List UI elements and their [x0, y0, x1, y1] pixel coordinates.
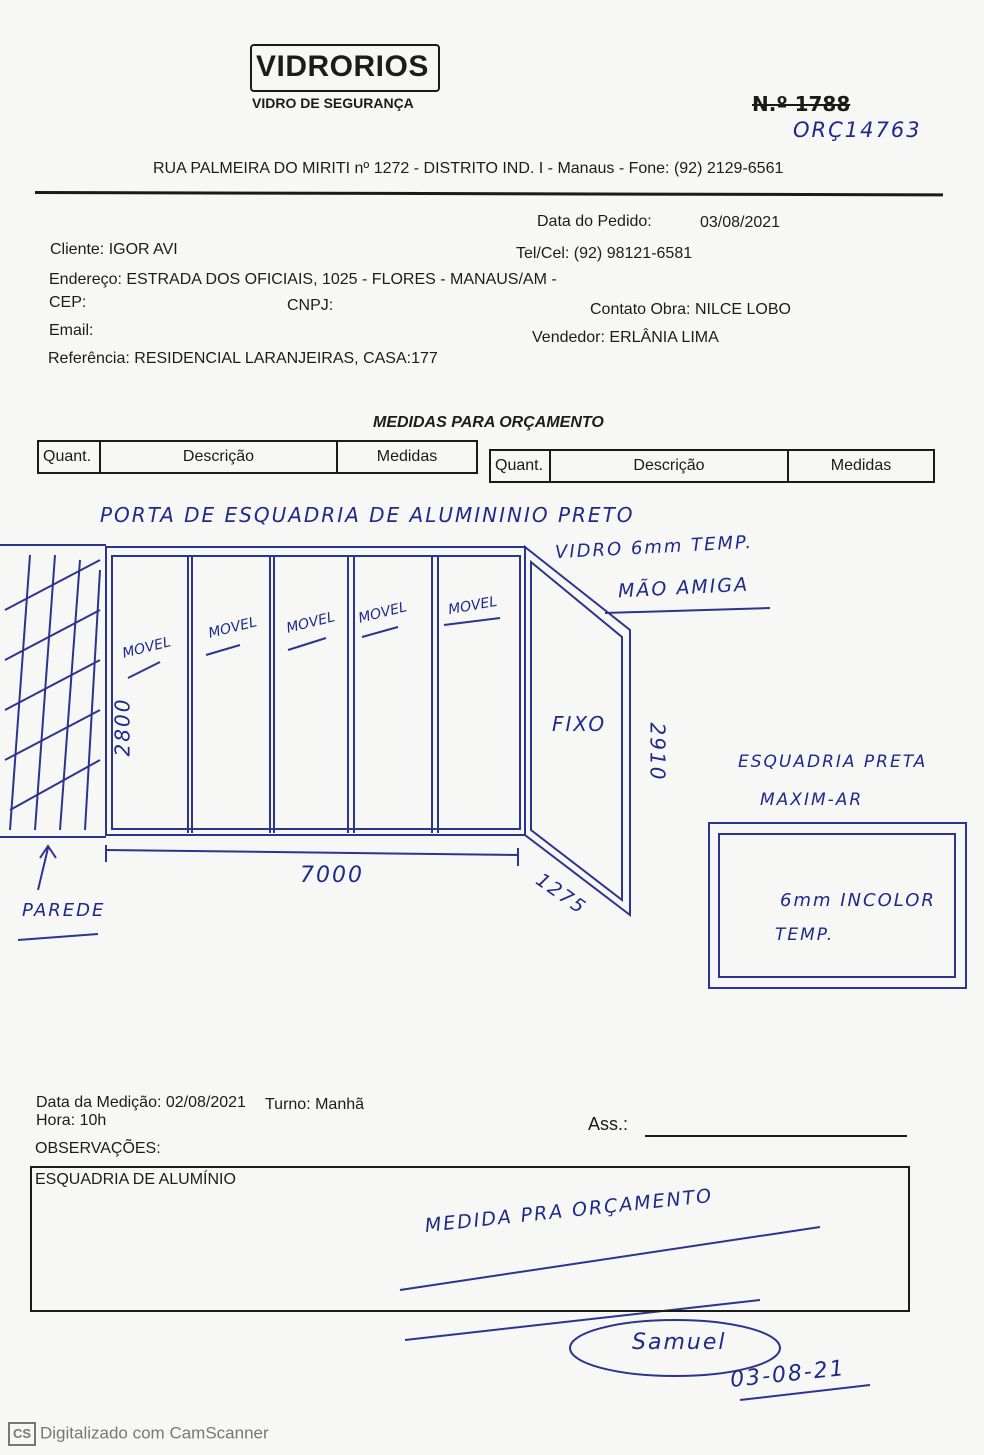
company-logo: VIDRORIOS	[256, 50, 429, 83]
camscanner-icon: CS	[8, 1422, 36, 1446]
panel-label-1: MOVEL	[120, 634, 173, 662]
company-tagline: VIDRO DE SEGURANÇA	[252, 95, 414, 111]
sketch-glass: VIDRO 6mm TEMP.	[554, 531, 754, 564]
scanner-text: Digitalizado com CamScanner	[40, 1423, 269, 1443]
window-temp: TEMP.	[775, 925, 835, 945]
company-address: RUA PALMEIRA DO MIRITI nº 1272 - DISTRITO IND. I - Manaus - Fone: (92) 2129-6561	[153, 160, 784, 177]
signature-date: 03-08-21	[729, 1356, 847, 1393]
observations-text: ESQUADRIA DE ALUMÍNIO	[35, 1171, 236, 1188]
door-frame	[106, 547, 525, 835]
client-field: Cliente: IGOR AVI	[50, 241, 178, 258]
measure-time: Hora: 10h	[36, 1112, 107, 1129]
address-field: Endereço: ESTRADA DOS OFICIAIS, 1025 - FLORES - MANAUS/AM -	[49, 271, 557, 288]
col-measures: Medidas	[830, 457, 892, 474]
col-description: Descrição	[551, 451, 789, 481]
signature: Samuel	[632, 1330, 727, 1355]
sketch-handle: MÃO AMIGA	[617, 573, 750, 603]
panel-label-4: MOVEL	[356, 599, 409, 627]
order-date-value: 03/08/2021	[700, 214, 781, 231]
handwritten-note: MEDIDA PRA ORÇAMENTO	[423, 1184, 715, 1237]
frame-note: ESQUADRIA PRETA	[738, 752, 928, 772]
side-width-label: 1275	[531, 868, 591, 920]
phone-field: Tel/Cel: (92) 98121-6581	[516, 245, 693, 262]
seller-field: Vendedor: ERLÂNIA LIMA	[532, 329, 719, 346]
sketch-description: PORTA DE ESQUADRIA DE ALUMININIO PRETO	[100, 503, 635, 527]
site-contact-field: Contato Obra: NILCE LOBO	[590, 301, 791, 318]
cep-field: CEP:	[49, 294, 87, 311]
signature-label: Ass.:	[588, 1114, 629, 1134]
col-quantity: Quant.	[491, 451, 551, 481]
col-measures: Medidas	[376, 448, 438, 465]
panel-label-3: MOVEL	[284, 609, 337, 637]
col-description: Descrição	[101, 442, 338, 472]
signature-line	[645, 1135, 907, 1137]
observations-label: OBSERVAÇÕES:	[35, 1140, 161, 1157]
window-model: MAXIM-AR	[760, 790, 864, 810]
cnpj-field: CNPJ:	[287, 297, 334, 314]
height-right-label: 2910	[645, 722, 670, 782]
measures-title: MEDIDAS PARA ORÇAMENTO	[373, 414, 604, 431]
measure-shift: Turno: Manhã	[265, 1096, 365, 1113]
form-number: N.º 1788	[752, 92, 851, 116]
col-quantity: Quant.	[39, 442, 101, 472]
reference-field: Referência: RESIDENCIAL LARANJEIRAS, CASA:177	[48, 350, 438, 367]
measure-date: Data da Medição: 02/08/2021	[36, 1094, 246, 1111]
width-dimension-line	[106, 850, 518, 855]
height-left-label: 2800	[110, 697, 135, 757]
scanner-watermark	[8, 1422, 269, 1446]
width-label: 7000	[300, 863, 364, 888]
email-field: Email:	[49, 322, 94, 339]
panel-label-2: MOVEL	[206, 614, 259, 642]
fixed-panel-label: FIXO	[552, 712, 607, 736]
window-glass: 6mm INCOLOR	[780, 890, 936, 911]
wall-label: PAREDE	[22, 900, 106, 921]
wall-hatch	[0, 545, 106, 837]
panel-label-5: MOVEL	[446, 593, 499, 619]
order-date-label: Data do Pedido:	[537, 213, 652, 230]
budget-number: ORÇ14763	[793, 118, 922, 142]
